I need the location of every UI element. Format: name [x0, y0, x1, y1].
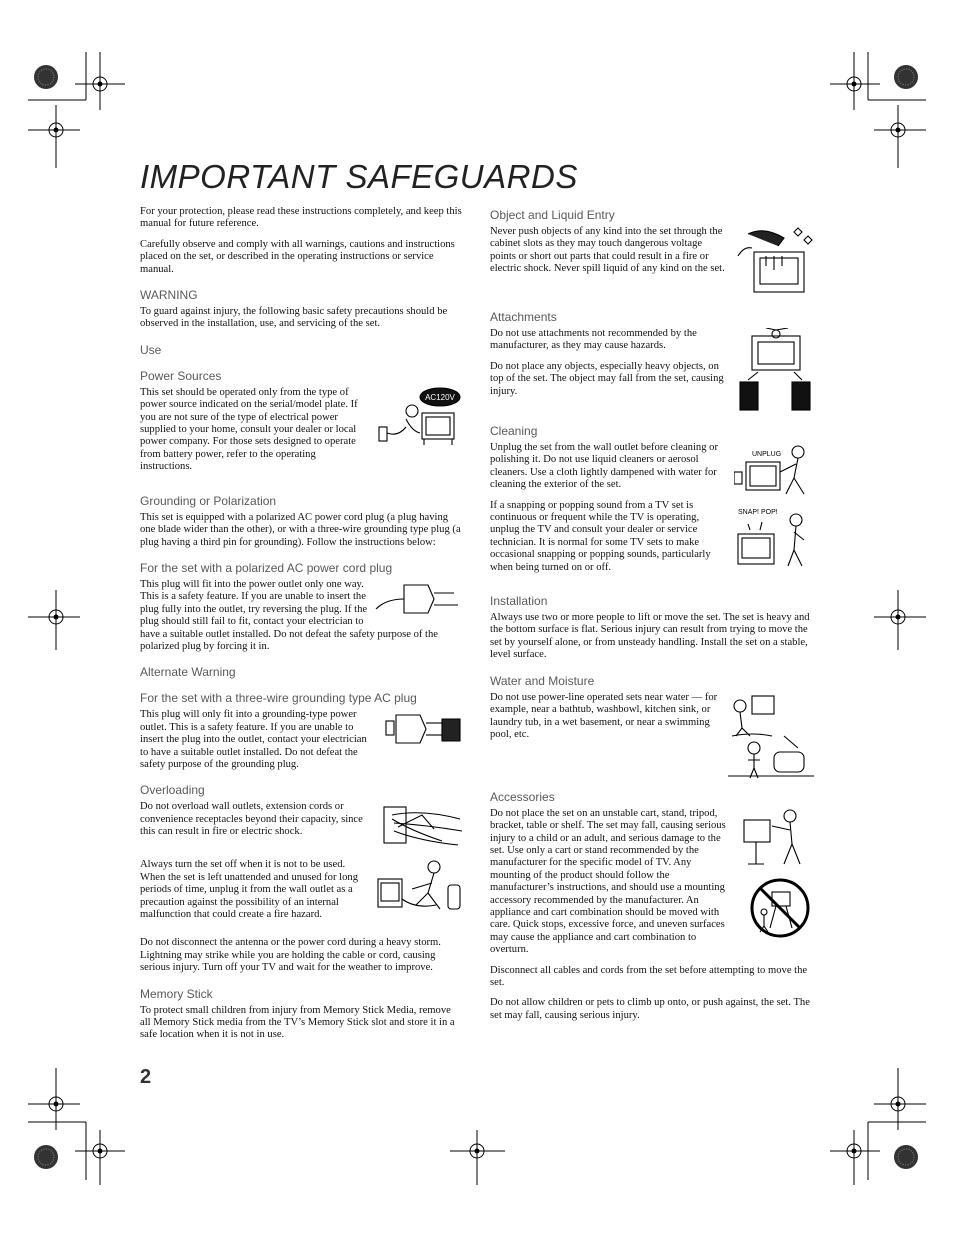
- accessories-text-3: Do not allow children or pets to climb up onto, or push against, the set. The set may fall, causing serious injury.: [490, 997, 810, 1021]
- installation-heading: Installation: [490, 594, 548, 609]
- cleaning-illustration: [734, 442, 814, 498]
- left-column: [140, 206, 464, 1050]
- polarized-plug-text: This plug will fit into the power outlet only one way. This is a safety feature. If you are unable to insert the plug fully into the outlet, try reversing the plug. If the plug should still fail to fit, contact your electrician to have a suitable outlet installed. Do not defeat the safety purpose of the polarized plug by forcing it in.: [140, 578, 439, 652]
- attachments-text: Do not use attachments not recommended by the manufacturer, as they may cause hazards.: [490, 328, 697, 352]
- clean-art-label: UNPLUG: [752, 451, 782, 458]
- power-sources-text: This set should be operated only from the type of power source indicated on the serial/model plate. If you are not sure of the type of electrical power supplied to your home, consult your dealer or local power company. For those sets designed to operate from battery power, refer to the operating instructions.: [140, 386, 358, 473]
- right-column: [490, 206, 814, 1030]
- overloading-heading: Overloading: [140, 783, 205, 798]
- accessories-text: Do not place the set on an unstable cart, stand, tripod, bracket, table or shelf. The set may fall, causing serious injury to a child or an adult, and serious damage to the set. Use only a cart or stand recommended by the manufacturer for the specific model of TV. Any mounting of the product should follow the manufacturer’s instructions, and should use a mounting accessory recommended by the manufacturer. An appliance and cart combination should be moved with care. Quick stops, excessive force, and uneven surfaces may cause the appliance and cart combination to overturn.: [490, 807, 726, 956]
- power-outlet-illustration: [376, 387, 464, 449]
- snap-art-label: SNAP! POP!: [738, 508, 778, 516]
- three-wire-text: This plug will only fit into a grounding-type power outlet. This is a safety feature. If you are unable to insert the plug into the outlet, contact your electrician to have a suitable outlet installed. Do not defeat the safety purpose of the grounding plug.: [140, 709, 367, 770]
- water-moisture-illustration: [728, 692, 814, 778]
- cleaning-text: Unplug the set from the wall outlet before cleaning or polishing it. Do not use liquid cleaners or aerosol cleaners. Use a cloth lightly dampened with water for cleaning the exterior of the set.: [490, 442, 718, 491]
- memory-stick-text: To protect small children from injury from Memory Stick Media, remove all Memory Stick media from the TV’s Memory Stick slot and store it in a safe location when it is not in use.: [140, 1004, 455, 1041]
- intro-paragraph-2: Carefully observe and comply with all warnings, cautions and instructions placed on the set, or described in the operating instructions or service manual.: [140, 238, 455, 275]
- warning-heading: WARNING: [140, 288, 198, 303]
- power-art-label: AC120V: [425, 392, 455, 402]
- water-moisture-text: Do not use power-line operated sets near water — for example, near a bathtub, washbowl, kitchen sink, or laundry tub, in a wet basement, or near a swimming pool, etc.: [490, 691, 718, 740]
- warning-text: To guard against injury, the following basic safety precautions should be observed in the installation, use, and servicing of the set.: [140, 306, 448, 330]
- attachments-text-2: Do not place any objects, especially heavy objects, on top of the set. The object may fall from the set, causing injury.: [490, 360, 724, 397]
- overloading-text-3: Do not disconnect the antenna or the power cord during a heavy storm. Lightning may strike while you are holding the cable or cord, causing serious injury. Turn off your TV and wait for the weather to improve.: [140, 937, 441, 974]
- page-title: IMPORTANT SAFEGUARDS: [140, 158, 578, 195]
- grounding-heading: Grounding or Polarization: [140, 493, 277, 508]
- attachments-heading: Attachments: [490, 310, 557, 324]
- overloading-text-2: Always turn the set off when it is not to be used. When the set is left unattended and unused for long periods of time, unplug it from the wall outlet as a precaution against the possibility of an internal malfunction that could create a fire hazard.: [140, 859, 358, 920]
- grounding-text: This set is equipped with a polarized AC power cord plug (a plug having one blade wider than the other), or with a three-wire grounding type plug (a plug having a third pin for grounding). Follow the instructions below:: [140, 511, 461, 548]
- accessories-text-2: Disconnect all cables and cords from the set before attempting to move the set.: [490, 964, 808, 988]
- water-moisture-heading: Water and Moisture: [490, 673, 595, 688]
- snap-pop-illustration: [734, 500, 814, 570]
- cleaning-heading: Cleaning: [490, 424, 538, 438]
- page-number: 2: [140, 1066, 152, 1088]
- attachments-illustration: [736, 328, 814, 412]
- accessories-heading: Accessories: [490, 789, 555, 804]
- alternate-warning-heading: Alternate Warning: [140, 665, 236, 680]
- memory-stick-heading: Memory Stick: [140, 986, 213, 1001]
- overloading-text: Do not overload wall outlets, extension cords or convenience receptacles beyond their capacity, since this can result in fire or electric shock.: [140, 801, 363, 838]
- installation-text: Always use two or more people to lift or move the set. The set is heavy and the bottom surface is flat. Serious injury can result from trying to move the set by yourself alone, or from unsteady handling. Install the set on a stable, level surface.: [490, 612, 810, 661]
- overloaded-outlet-illustration: [382, 801, 464, 851]
- object-liquid-text: Never push objects of any kind into the set through the cabinet slots as they may touch dangerous voltage points or short out parts that could result in a fire or electric shock. Never spill liquid of any kind on the set.: [490, 226, 725, 275]
- object-liquid-illustration: [734, 226, 814, 298]
- intro-paragraph: For your protection, please read these instructions completely, and keep this manual for future reference.: [140, 206, 462, 230]
- use-heading: Use: [140, 342, 162, 357]
- unplug-tv-illustration: [376, 859, 464, 915]
- three-wire-plug-illustration: [376, 709, 464, 749]
- polarized-plug-heading: For the set with a polarized AC power cord plug: [140, 560, 393, 575]
- three-wire-heading: For the set with a three-wire grounding type AC plug: [140, 691, 417, 706]
- object-liquid-heading: Object and Liquid Entry: [490, 208, 615, 222]
- accessories-illustration: [740, 808, 814, 948]
- cleaning-text-2: If a snapping or popping sound from a TV set is continuous or frequent while the TV is operating, unplug the TV and consult your dealer or service technician. It is normal for some TV sets to make occasional snapping or popping sounds, particularly when being turned on or off.: [490, 499, 711, 573]
- power-sources-heading: Power Sources: [140, 368, 222, 383]
- polarized-plug-illustration: [374, 579, 464, 617]
